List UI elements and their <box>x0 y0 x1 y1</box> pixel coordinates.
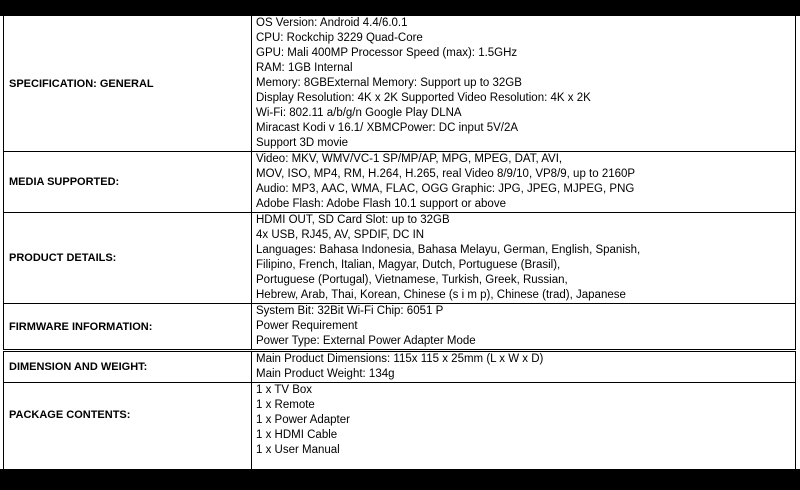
spec-line: HDMI OUT, SD Card Slot: up to 32GB <box>256 214 450 226</box>
spec-line: 1 x Power Adapter <box>256 414 350 426</box>
spec-line: RAM: 1GB Internal <box>256 62 353 74</box>
row-value-media <box>252 152 796 213</box>
table-row <box>4 16 796 152</box>
table-row <box>4 383 796 483</box>
spec-line: Filipino, French, Italian, Magyar, Dutch, Portuguese (Brasil), <box>256 259 561 271</box>
spec-line: Display Resolution: 4K x 2K Supported Video Resolution: 4K x 2K <box>256 92 591 104</box>
spec-line: System Bit: 32Bit Wi-Fi Chip: 6051 P <box>256 305 444 317</box>
table-row <box>4 351 796 383</box>
spec-line: Main Product Dimensions: 115x 115 x 25mm (L x W x D) <box>256 353 544 365</box>
spec-line: Main Product Weight: 134g <box>256 368 395 380</box>
spec-line: 1 x TV Box <box>256 384 313 396</box>
row-value-firmware <box>252 304 796 351</box>
spec-line: Audio: MP3, AAC, WMA, FLAC, OGG Graphic: JPG, JPEG, MJPEG, PNG <box>256 183 635 195</box>
spec-line: Memory: 8GBExternal Memory: Support up to 32GB <box>256 77 522 89</box>
row-label-dimension: DIMENSION AND WEIGHT: <box>4 351 252 383</box>
spec-line: 1 x Remote <box>256 399 315 411</box>
spec-line: Portuguese (Portugal), Vietnamese, Turkish, Greek, Russian, <box>256 274 568 286</box>
spec-line: GPU: Mali 400MP Processor Speed (max): 1.5GHz <box>256 47 518 59</box>
row-label-general: SPECIFICATION: GENERAL <box>4 16 252 152</box>
row-value-product <box>252 213 796 304</box>
spec-line: Video: MKV, WMV/VC-1 SP/MP/AP, MPG, MPEG, DAT, AVI, <box>256 153 563 165</box>
spec-line: OS Version: Android 4.4/6.0.1 <box>256 17 408 29</box>
spec-line: Support 3D movie <box>256 137 349 149</box>
spec-line: Power Type: External Power Adapter Mode <box>256 335 476 347</box>
spec-line: 1 x User Manual <box>256 444 340 456</box>
spec-line: MOV, ISO, MP4, RM, H.264, H.265, real Video 8/9/10, VP8/9, up to 2160P <box>256 168 636 180</box>
row-value-general <box>252 16 796 152</box>
spec-line: Wi-Fi: 802.11 a/b/g/n Google Play DLNA <box>256 107 462 119</box>
row-value-package <box>252 383 796 483</box>
spec-line: Adobe Flash: Adobe Flash 10.1 support or above <box>256 198 506 210</box>
spec-line: 4x USB, RJ45, AV, SPDIF, DC IN <box>256 229 425 241</box>
row-label-product: PRODUCT DETAILS: <box>4 213 252 304</box>
spec-line: 1 x HDMI Cable <box>256 429 338 441</box>
spec-line: Power Requirement <box>256 320 358 332</box>
spec-line: CPU: Rockchip 3229 Quad-Core <box>256 32 423 44</box>
row-label-media: MEDIA SUPPORTED: <box>4 152 252 213</box>
table-row <box>4 213 796 304</box>
table-row <box>4 152 796 213</box>
table-row <box>4 304 796 351</box>
row-label-firmware: FIRMWARE INFORMATION: <box>4 304 252 351</box>
row-value-dimension <box>252 351 796 383</box>
spec-table <box>3 15 796 483</box>
row-label-package: PACKAGE CONTENTS: <box>4 383 252 483</box>
spec-line: Languages: Bahasa Indonesia, Bahasa Melayu, German, English, Spanish, <box>256 244 641 256</box>
spec-line: Hebrew, Arab, Thai, Korean, Chinese (s i m p), Chinese (trad), Japanese <box>256 289 626 301</box>
top-black-bar <box>0 0 800 16</box>
bottom-black-bar <box>0 469 800 490</box>
spec-line: Miracast Kodi v 16.1/ XBMCPower: DC input 5V/2A <box>256 122 519 134</box>
